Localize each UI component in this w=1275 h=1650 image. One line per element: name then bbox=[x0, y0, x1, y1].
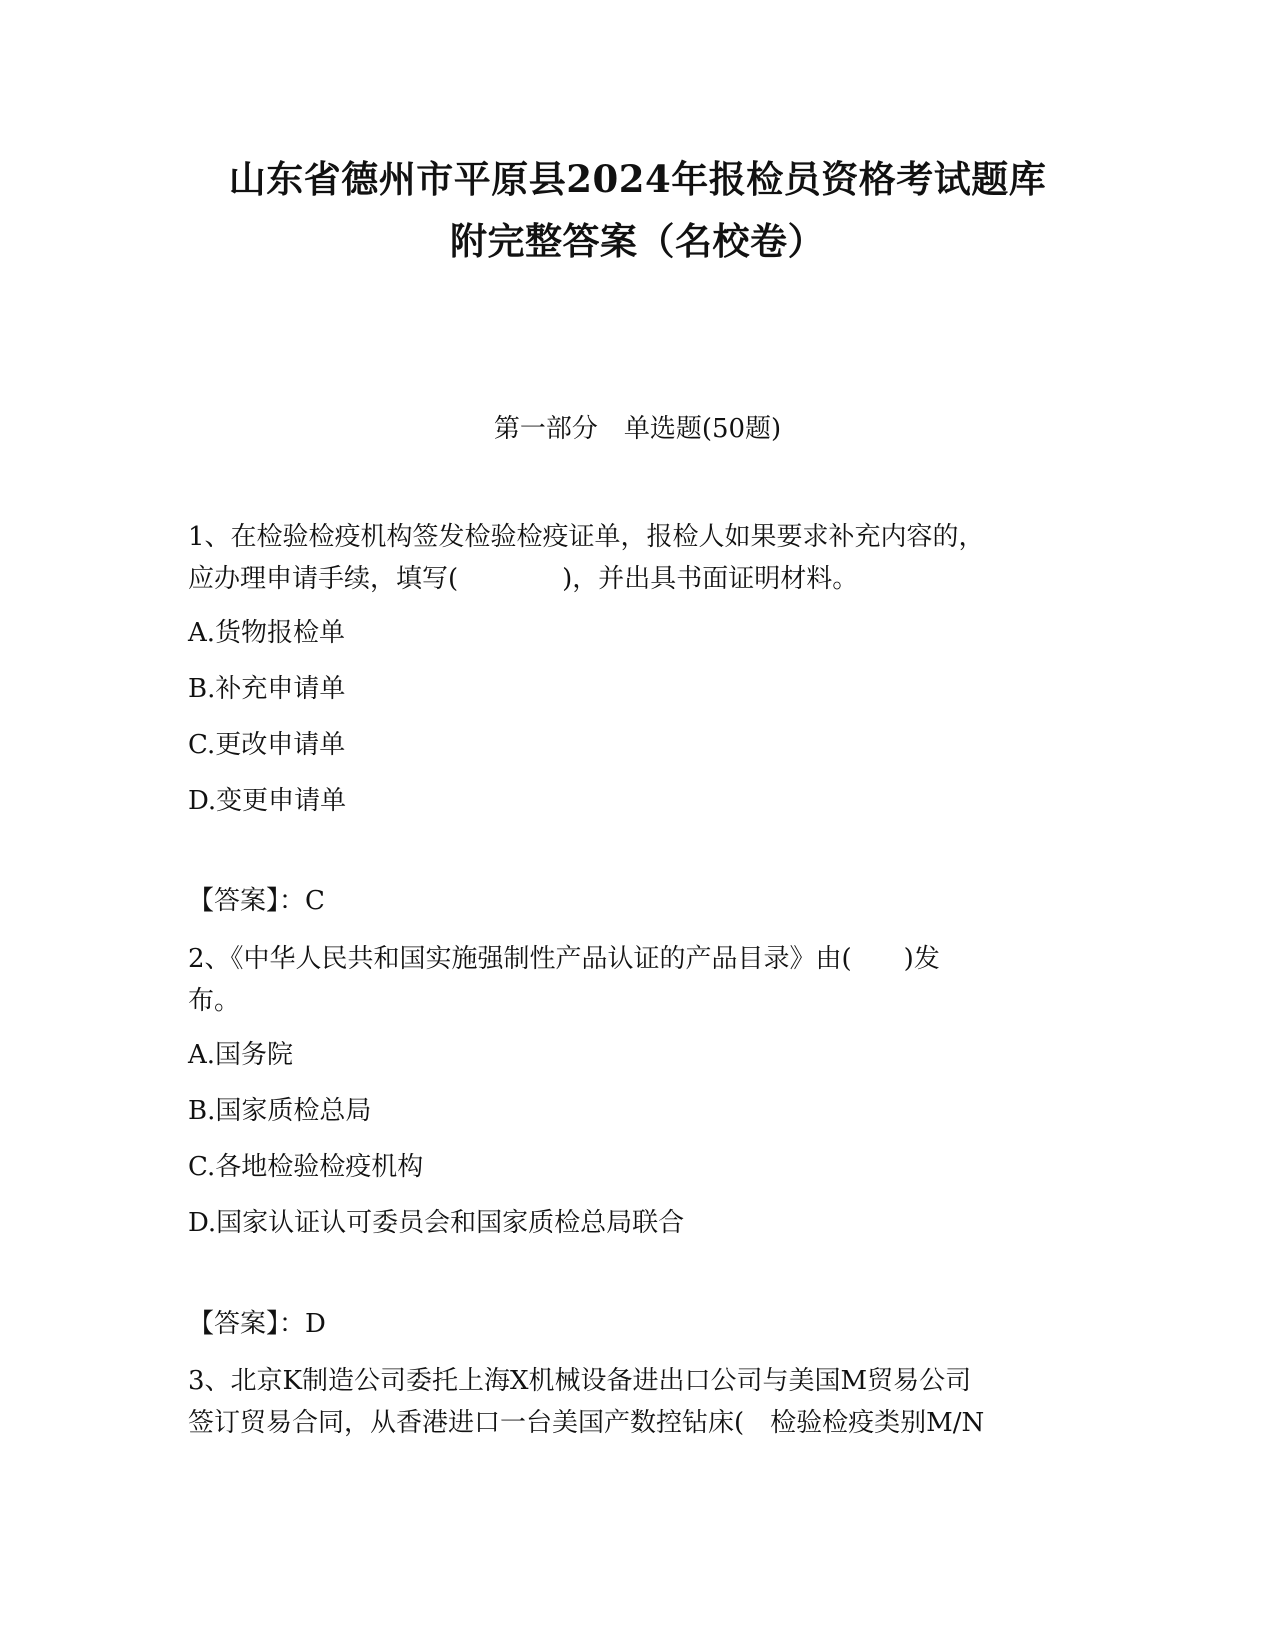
question-2-option-c: C.各地检验检疫机构 bbox=[188, 1152, 424, 1182]
question-1-answer: 【答案】：C bbox=[188, 886, 325, 916]
question-1-option-b: B.补充申请单 bbox=[188, 674, 346, 704]
question-3-stem-line-2: 签订贸易合同，从香港进口一台美国产数控钻床( 检验检疫类别M/N bbox=[188, 1408, 985, 1438]
document-title-line-2: 附完整答案（名校卷） bbox=[450, 219, 825, 263]
question-2-stem bbox=[188, 938, 1093, 1022]
question-1-stem-line-1: 1、在检验检疫机构签发检验检疫证单，报检人如果要求补充内容的， bbox=[188, 522, 985, 552]
question-2-option-a: A.国务院 bbox=[188, 1040, 294, 1070]
question-3-stem-line-1: 3、北京K制造公司委托上海X机械设备进出口公司与美国M贸易公司 bbox=[188, 1366, 972, 1396]
question-1-option-c: C.更改申请单 bbox=[188, 730, 346, 760]
document-title-line-1: 山东省德州市平原县2024年报检员资格考试题库 bbox=[228, 157, 1047, 201]
question-1-option-d: D.变更申请单 bbox=[188, 786, 347, 816]
question-1-stem-line-2: 应办理申请手续，填写( )，并出具书面证明材料。 bbox=[188, 564, 859, 594]
question-2-stem-line-1: 2、《中华人民共和国实施强制性产品认证的产品目录》由( )发 bbox=[188, 944, 940, 974]
question-2-option-d: D.国家认证认可委员会和国家质检总局联合 bbox=[188, 1208, 685, 1238]
section-heading: 第一部分 单选题(50题) bbox=[493, 414, 782, 444]
document-title bbox=[150, 148, 1125, 272]
question-3-stem bbox=[188, 1360, 1093, 1444]
question-2-answer: 【答案】：D bbox=[188, 1309, 326, 1339]
question-1-option-a: A.货物报检单 bbox=[188, 618, 346, 648]
question-2-option-b: B.国家质检总局 bbox=[188, 1096, 372, 1126]
question-1-stem bbox=[188, 516, 1093, 600]
question-2-stem-line-2: 布。 bbox=[188, 986, 241, 1016]
